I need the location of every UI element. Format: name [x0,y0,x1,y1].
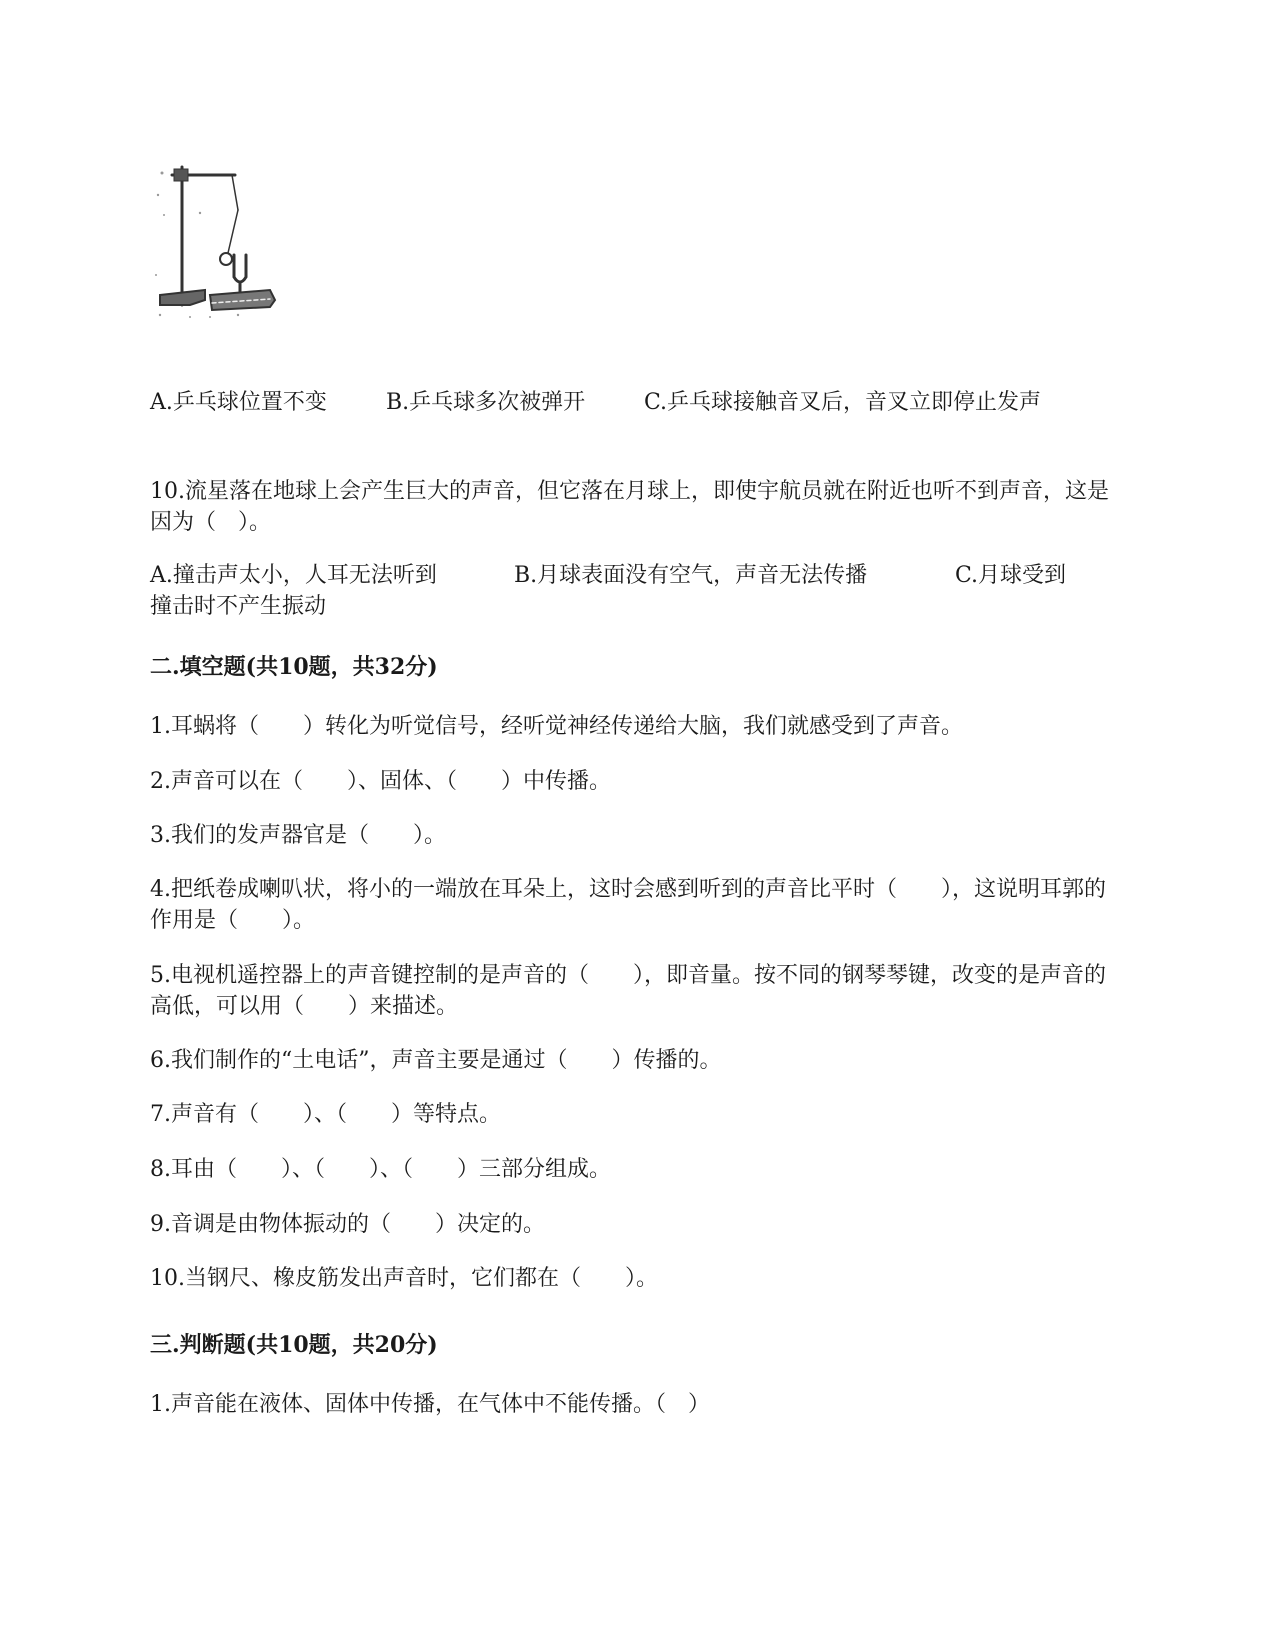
tuning-fork-pendulum-figure [150,155,290,335]
section-3-heading: 三.判断题(共10题，共20分) [150,1332,438,1358]
q10-option-c-continued: 撞击时不产生振动 [150,594,327,619]
fill-blank-item-2: 2.声音可以在（ ）、固体、（ ）中传播。 [150,769,611,794]
fill-blank-item-9: 9.音调是由物体振动的（ ）决定的。 [150,1212,545,1237]
fill-blank-item-6: 6.我们制作的“土电话”，声音主要是通过（ ）传播的。 [150,1048,722,1073]
true-false-item-1: 1.声音能在液体、固体中传播，在气体中不能传播。（ ） [150,1392,710,1417]
fill-blank-item-4: 4.把纸卷成喇叭状，将小的一端放在耳朵上，这时会感到听到的声音比平时（ ），这说明耳郭的作用是（ ）。 [150,877,1106,933]
q9-option-c: C.乒乓球接触音叉后，音叉立即停止发声 [644,390,1042,415]
q10-option-a: A.撞击声太小，人耳无法听到 [150,563,437,588]
fill-blank-item-3: 3.我们的发声器官是（ ）。 [150,823,446,848]
question-10-stem: 10.流星落在地球上会产生巨大的声音，但它落在月球上，即使宇航员就在附近也听不到声音，这是因为（ ）。 [150,479,1109,535]
fill-blank-item-10: 10.当钢尺、橡皮筋发出声音时，它们都在（ ）。 [150,1266,658,1291]
fill-blank-item-8: 8.耳由（ ）、（ ）、（ ）三部分组成。 [150,1157,611,1182]
section-2-heading: 二.填空题(共10题，共32分) [150,654,438,680]
q10-option-c: C.月球受到 [955,563,1067,588]
q9-option-b: B.乒乓球多次被弹开 [386,390,586,415]
q10-option-b: B.月球表面没有空气，声音无法传播 [514,563,868,588]
fill-blank-item-5: 5.电视机遥控器上的声音键控制的是声音的（ ），即音量。按不同的钢琴琴键，改变的是声音的高低，可以用（ ）来描述。 [150,963,1106,1019]
q9-option-a: A.乒乓球位置不变 [150,390,327,415]
fill-blank-item-1: 1.耳蜗将（ ）转化为听觉信号，经听觉神经传递给大脑，我们就感受到了声音。 [150,714,963,739]
fill-blank-item-7: 7.声音有（ ）、（ ）等特点。 [150,1102,501,1127]
